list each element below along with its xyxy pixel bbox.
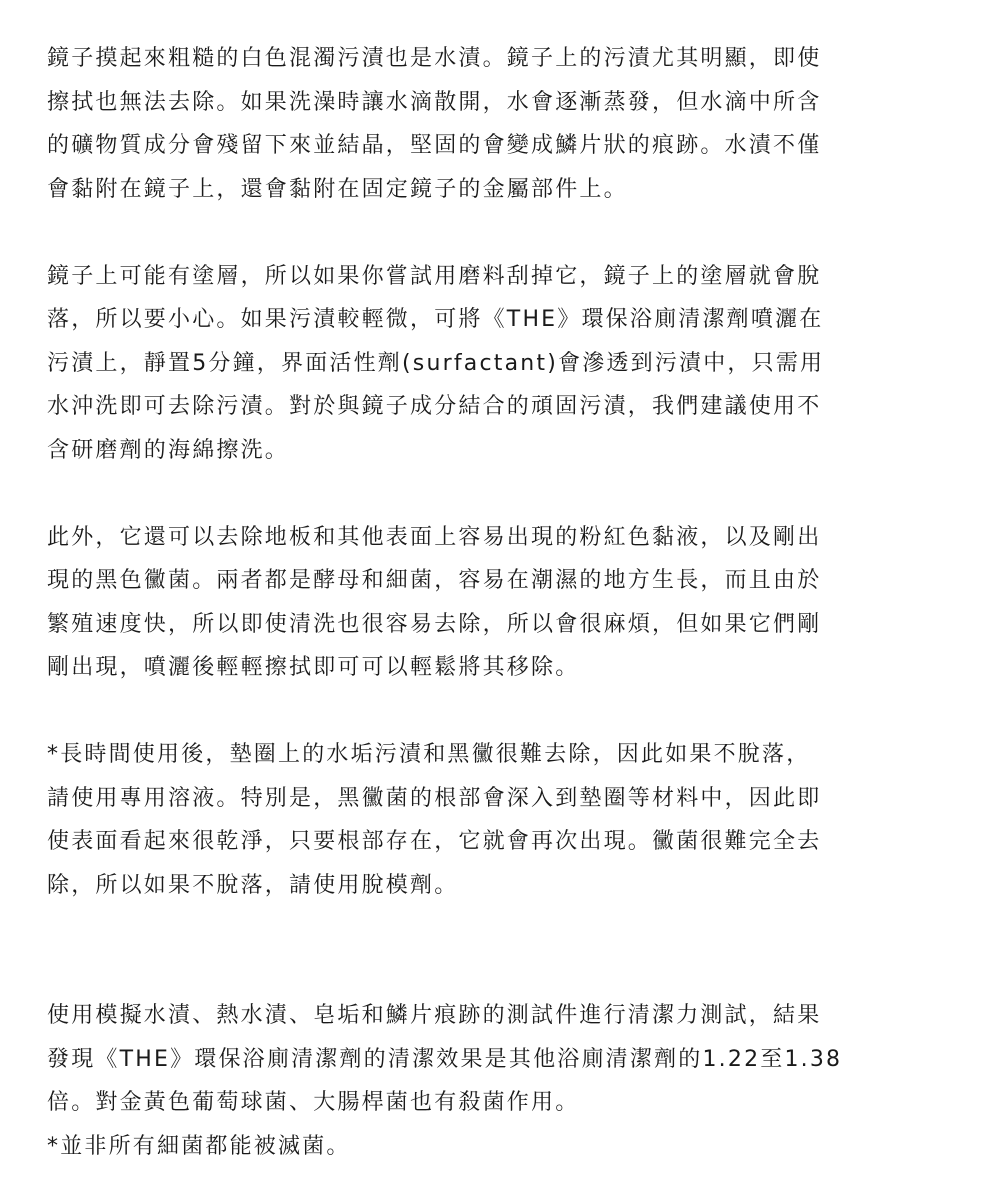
paragraph-mirror-coating-note	[47, 255, 947, 473]
text-line: 除，所以如果不脫落，請使用脫模劑。	[47, 872, 459, 898]
text-line: 使表面看起來很乾淨，只要根部存在，它就會再次出現。黴菌很難完全去	[47, 829, 822, 854]
text-line: *並非所有細菌都能被滅菌。	[47, 1133, 351, 1159]
paragraph-test-results	[47, 994, 947, 1168]
text-line: 此外，它還可以去除地板和其他表面上容易出現的粉紅色黏液，以及剛出	[47, 524, 822, 550]
text-line: 的礦物質成分會殘留下來並結晶，堅固的會變成鱗片狀的痕跡。水漬不僅	[47, 133, 822, 158]
text-line: 會黏附在鏡子上，還會黏附在固定鏡子的金屬部件上。	[47, 176, 628, 202]
document-body	[47, 37, 947, 1168]
text-line: 現的黑色黴菌。兩者都是酵母和細菌，容易在潮濕的地方生長，而且由於	[47, 568, 822, 593]
paragraph-water-stain-intro	[47, 37, 947, 211]
text-line: 鏡子上可能有塗層，所以如果你嘗試用磨料刮掉它，鏡子上的塗層就會脫	[47, 263, 822, 289]
paragraph-spacer	[47, 472, 947, 516]
paragraph-pink-slime-mold	[47, 516, 947, 690]
text-line: 含研磨劑的海綿擦洗。	[47, 437, 290, 463]
paragraph-gasket-note	[47, 733, 947, 907]
text-line: 落，所以要小心。如果污漬較輕微，可將《THE》環保浴廁清潔劑噴灑在	[47, 307, 824, 332]
paragraph-spacer	[47, 690, 947, 734]
text-line: *長時間使用後，墊圈上的水垢污漬和黑黴很難去除，因此如果不脫落，	[47, 742, 811, 767]
text-line: 使用模擬水漬、熱水漬、皂垢和鱗片痕跡的測試件進行清潔力測試，結果	[47, 1003, 822, 1028]
text-line: 擦拭也無法去除。如果洗澡時讓水滴散開，水會逐漸蒸發，但水滴中所含	[47, 89, 822, 115]
text-line: 發現《THE》環保浴廁清潔劑的清潔效果是其他浴廁清潔劑的1.22至1.38	[47, 1046, 843, 1072]
paragraph-spacer	[47, 907, 947, 994]
text-line: 水沖洗即可去除污漬。對於與鏡子成分結合的頑固污漬，我們建議使用不	[47, 394, 822, 419]
text-line: 請使用專用溶液。特別是，黑黴菌的根部會深入到墊圈等材料中，因此即	[47, 785, 822, 811]
text-line: 倍。對金黃色葡萄球菌、大腸桿菌也有殺菌作用。	[47, 1090, 580, 1115]
text-line: 鏡子摸起來粗糙的白色混濁污漬也是水漬。鏡子上的污漬尤其明顯，即使	[47, 46, 822, 71]
text-line: 繁殖速度快，所以即使清洗也很容易去除，所以會很麻煩，但如果它們剛	[47, 611, 822, 637]
text-line: 剛出現，噴灑後輕輕擦拭即可可以輕鬆將其移除。	[47, 655, 580, 680]
paragraph-spacer	[47, 211, 947, 255]
text-line: 污漬上，靜置5分鐘，界面活性劑(surfactant)會滲透到污漬中，只需用	[47, 350, 825, 376]
